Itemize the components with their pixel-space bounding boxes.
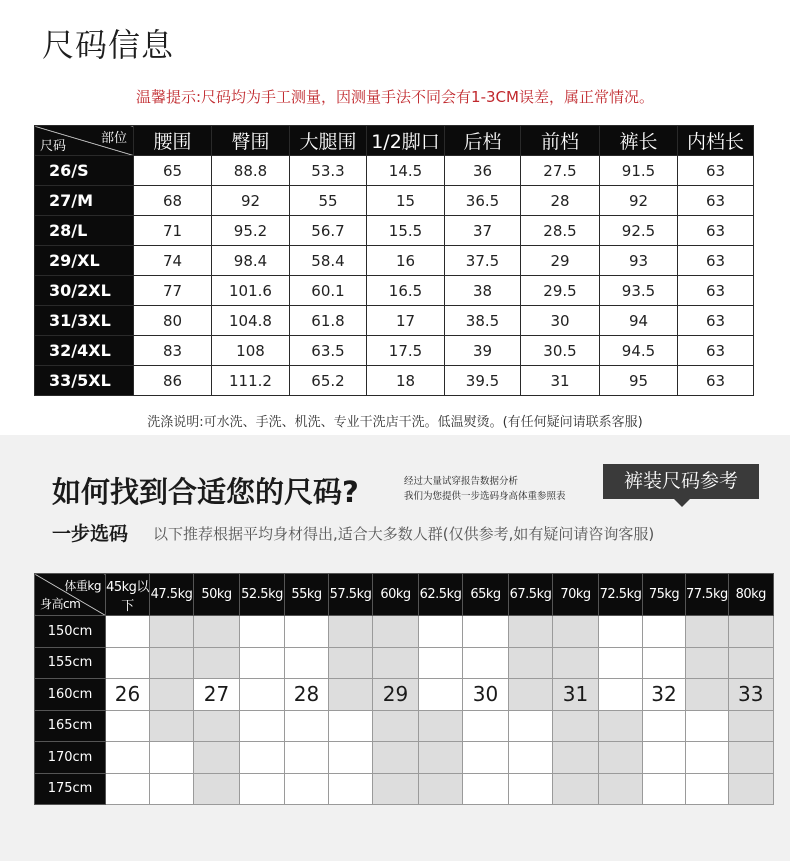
- size-label: 33/5XL: [35, 366, 134, 396]
- size-cell: 28.5: [521, 216, 600, 246]
- size-cell: 68: [134, 186, 212, 216]
- fit-cell: [285, 710, 329, 742]
- size-cell: 16: [367, 246, 445, 276]
- finder-subtitle-line1: 经过大量试穿报告数据分析: [404, 476, 519, 487]
- recommended-size-cell: 32: [643, 679, 686, 711]
- finder-title: 如何找到合适您的尺码?: [52, 475, 359, 509]
- fit-cell: [150, 773, 194, 805]
- corner-height-label: 身高cm: [40, 597, 81, 611]
- fit-cell: [553, 773, 599, 805]
- size-col-header: 前档: [521, 126, 600, 156]
- size-cell: 36.5: [445, 186, 521, 216]
- fit-cell: [419, 616, 463, 648]
- size-label: 30/2XL: [35, 276, 134, 306]
- fit-cell: [106, 647, 150, 679]
- fit-cell: [643, 742, 686, 774]
- fit-cell: [509, 647, 553, 679]
- size-cell: 80: [134, 306, 212, 336]
- fit-cell: [728, 742, 773, 774]
- fit-cell: [194, 616, 240, 648]
- fit-cell: [599, 710, 643, 742]
- height-label: 150cm: [35, 616, 106, 648]
- weight-col-header: 75kg: [643, 574, 686, 616]
- size-row: [35, 156, 754, 186]
- size-cell: 92: [212, 186, 290, 216]
- size-cell: 58.4: [290, 246, 367, 276]
- weight-col-header: 50kg: [194, 574, 240, 616]
- fit-cell: [285, 773, 329, 805]
- size-cell: 94.5: [600, 336, 678, 366]
- size-cell: 55: [290, 186, 367, 216]
- size-cell: 63: [678, 276, 754, 306]
- size-cell: 63.5: [290, 336, 367, 366]
- size-cell: 63: [678, 186, 754, 216]
- fit-cell: [150, 710, 194, 742]
- size-cell: 94: [600, 306, 678, 336]
- weight-col-header: 57.5kg: [329, 574, 373, 616]
- fit-cell: [106, 773, 150, 805]
- weight-col-header: 47.5kg: [150, 574, 194, 616]
- fit-cell: [329, 773, 373, 805]
- height-weight-table: [34, 573, 774, 805]
- recommended-size-cell: 31: [553, 679, 599, 711]
- corner-weight-label: 体重kg: [64, 579, 101, 593]
- size-cell: 111.2: [212, 366, 290, 396]
- height-row: [35, 710, 774, 742]
- fit-cell: [194, 742, 240, 774]
- fit-cell: [373, 773, 419, 805]
- fit-cell: [194, 773, 240, 805]
- size-cell: 39.5: [445, 366, 521, 396]
- size-col-header: 臀围: [212, 126, 290, 156]
- size-cell: 60.1: [290, 276, 367, 306]
- fit-cell: [373, 647, 419, 679]
- finder-subtitle: [404, 474, 566, 504]
- fit-cell: [463, 742, 509, 774]
- fit-cell: [599, 647, 643, 679]
- height-row: [35, 742, 774, 774]
- size-col-header: 内档长: [678, 126, 754, 156]
- size-cell: 65: [134, 156, 212, 186]
- recommended-size-cell: 28: [285, 679, 329, 711]
- size-cell: 108: [212, 336, 290, 366]
- size-cell: 17: [367, 306, 445, 336]
- size-cell: 95: [600, 366, 678, 396]
- size-cell: 15.5: [367, 216, 445, 246]
- fit-cell: [553, 647, 599, 679]
- fit-cell: [240, 773, 285, 805]
- height-label: 155cm: [35, 647, 106, 679]
- size-cell: 95.2: [212, 216, 290, 246]
- fit-cell: [150, 742, 194, 774]
- fit-cell: [285, 742, 329, 774]
- size-cell: 18: [367, 366, 445, 396]
- weight-col-header: 72.5kg: [599, 574, 643, 616]
- fit-cell: [509, 679, 553, 711]
- fit-cell: [553, 742, 599, 774]
- weight-col-header: 70kg: [553, 574, 599, 616]
- size-cell: 63: [678, 336, 754, 366]
- fit-cell: [686, 773, 729, 805]
- fit-cell: [643, 773, 686, 805]
- size-cell: 37.5: [445, 246, 521, 276]
- size-cell: 65.2: [290, 366, 367, 396]
- fit-cell: [373, 710, 419, 742]
- size-cell: 63: [678, 156, 754, 186]
- size-cell: 17.5: [367, 336, 445, 366]
- size-cell: 14.5: [367, 156, 445, 186]
- size-label: 31/3XL: [35, 306, 134, 336]
- recommended-size-cell: 33: [728, 679, 773, 711]
- size-cell: 71: [134, 216, 212, 246]
- fit-cell: [240, 742, 285, 774]
- fit-cell: [509, 710, 553, 742]
- fit-cell: [728, 647, 773, 679]
- fit-cell: [240, 679, 285, 711]
- size-row: [35, 216, 754, 246]
- fit-cell: [240, 710, 285, 742]
- fit-cell: [463, 616, 509, 648]
- size-col-header: 腰围: [134, 126, 212, 156]
- fit-cell: [419, 710, 463, 742]
- fit-cell: [106, 710, 150, 742]
- fit-cell: [686, 679, 729, 711]
- size-cell: 63: [678, 306, 754, 336]
- size-cell: 77: [134, 276, 212, 306]
- fit-cell: [240, 616, 285, 648]
- fit-cell: [463, 710, 509, 742]
- size-cell: 63: [678, 216, 754, 246]
- size-cell: 29: [521, 246, 600, 276]
- size-row: [35, 306, 754, 336]
- fit-cell: [329, 742, 373, 774]
- size-cell: 36: [445, 156, 521, 186]
- fit-cell: [329, 616, 373, 648]
- height-row: [35, 647, 774, 679]
- size-cell: 31: [521, 366, 600, 396]
- corner-size-label: 尺码: [40, 139, 67, 154]
- fit-cell: [419, 679, 463, 711]
- fit-cell: [686, 742, 729, 774]
- size-cell: 74: [134, 246, 212, 276]
- recommended-size-cell: 27: [194, 679, 240, 711]
- fit-cell: [686, 647, 729, 679]
- fit-cell: [419, 742, 463, 774]
- fit-cell: [686, 616, 729, 648]
- size-cell: 86: [134, 366, 212, 396]
- fit-cell: [150, 647, 194, 679]
- size-cell: 28: [521, 186, 600, 216]
- finder-subtitle-line2: 我们为您提供一步选码身高体重参照表: [404, 491, 566, 502]
- size-cell: 30: [521, 306, 600, 336]
- weight-col-header: 77.5kg: [686, 574, 729, 616]
- weight-col-header: 65kg: [463, 574, 509, 616]
- height-label: 165cm: [35, 710, 106, 742]
- one-step-description: 以下推荐根据平均身材得出,适合大多数人群(仅供参考,如有疑问请咨询客服): [153, 525, 655, 543]
- size-cell: 16.5: [367, 276, 445, 306]
- fit-table-header: [35, 574, 774, 616]
- badge-pointer: [674, 499, 690, 507]
- fit-cell: [373, 616, 419, 648]
- height-label: 170cm: [35, 742, 106, 774]
- fit-cell: [643, 647, 686, 679]
- size-col-header: 大腿围: [290, 126, 367, 156]
- fit-cell: [419, 647, 463, 679]
- fit-cell: [106, 742, 150, 774]
- height-row: [35, 679, 774, 711]
- fit-cell: [599, 616, 643, 648]
- weight-col-header: 62.5kg: [419, 574, 463, 616]
- size-label: 28/L: [35, 216, 134, 246]
- fit-cell: [553, 710, 599, 742]
- fit-cell: [728, 710, 773, 742]
- fit-cell: [285, 616, 329, 648]
- fit-cell: [599, 773, 643, 805]
- size-cell: 91.5: [600, 156, 678, 186]
- size-cell: 61.8: [290, 306, 367, 336]
- fit-cell: [509, 616, 553, 648]
- fit-cell: [463, 773, 509, 805]
- fit-cell: [686, 710, 729, 742]
- size-col-header: 后档: [445, 126, 521, 156]
- size-cell: 92: [600, 186, 678, 216]
- size-cell: 63: [678, 366, 754, 396]
- fit-cell: [194, 710, 240, 742]
- size-table-header: [35, 126, 754, 156]
- size-cell: 37: [445, 216, 521, 246]
- fit-cell: [194, 647, 240, 679]
- weight-col-header: 52.5kg: [240, 574, 285, 616]
- size-row: [35, 336, 754, 366]
- size-label: 27/M: [35, 186, 134, 216]
- size-label: 32/4XL: [35, 336, 134, 366]
- size-cell: 63: [678, 246, 754, 276]
- size-label: 26/S: [35, 156, 134, 186]
- fit-cell: [150, 679, 194, 711]
- size-cell: 56.7: [290, 216, 367, 246]
- fit-cell: [329, 710, 373, 742]
- fit-cell: [643, 710, 686, 742]
- size-cell: 92.5: [600, 216, 678, 246]
- size-cell: 53.3: [290, 156, 367, 186]
- weight-col-header: 67.5kg: [509, 574, 553, 616]
- size-cell: 93.5: [600, 276, 678, 306]
- fit-cell: [599, 679, 643, 711]
- recommended-size-cell: 29: [373, 679, 419, 711]
- size-row: [35, 246, 754, 276]
- fit-cell: [329, 647, 373, 679]
- weight-col-header: 55kg: [285, 574, 329, 616]
- fit-cell: [285, 647, 329, 679]
- fit-cell: [509, 773, 553, 805]
- size-cell: 83: [134, 336, 212, 366]
- size-cell: 39: [445, 336, 521, 366]
- fit-cell: [106, 616, 150, 648]
- size-col-header: 1/2脚口: [367, 126, 445, 156]
- size-row: [35, 366, 754, 396]
- size-cell: 101.6: [212, 276, 290, 306]
- corner-part-label: 部位: [100, 131, 127, 146]
- height-label: 175cm: [35, 773, 106, 805]
- fit-cell: [553, 616, 599, 648]
- height-row: [35, 616, 774, 648]
- page-title: 尺码信息: [42, 26, 175, 64]
- size-table: [34, 125, 754, 396]
- size-cell: 38: [445, 276, 521, 306]
- fit-cell: [509, 742, 553, 774]
- size-cell: 15: [367, 186, 445, 216]
- pants-size-reference-badge: 裤装尺码参考: [603, 464, 759, 499]
- fit-cell: [599, 742, 643, 774]
- fit-table-corner: [35, 574, 106, 616]
- size-cell: 30.5: [521, 336, 600, 366]
- weight-col-header: 80kg: [728, 574, 773, 616]
- size-row: [35, 186, 754, 216]
- measurement-notice: 温馨提示:尺码均为手工测量，因测量手法不同会有1-3CM误差，属正常情况。: [136, 88, 654, 106]
- recommended-size-cell: 30: [463, 679, 509, 711]
- size-cell: 29.5: [521, 276, 600, 306]
- size-label: 29/XL: [35, 246, 134, 276]
- fit-cell: [373, 742, 419, 774]
- fit-cell: [463, 647, 509, 679]
- weight-col-header: 60kg: [373, 574, 419, 616]
- recommended-size-cell: 26: [106, 679, 150, 711]
- size-cell: 104.8: [212, 306, 290, 336]
- size-cell: 38.5: [445, 306, 521, 336]
- size-cell: 93: [600, 246, 678, 276]
- size-col-header: 裤长: [600, 126, 678, 156]
- height-row: [35, 773, 774, 805]
- wash-instructions: 洗涤说明:可水洗、手洗、机洗、专业干洗店干洗。低温熨烫。(有任何疑问请联系客服): [147, 415, 643, 430]
- size-row: [35, 276, 754, 306]
- fit-cell: [643, 616, 686, 648]
- fit-cell: [419, 773, 463, 805]
- one-step-label: 一步选码: [52, 523, 129, 545]
- size-cell: 27.5: [521, 156, 600, 186]
- fit-cell: [728, 616, 773, 648]
- weight-col-header: 45kg以下: [106, 574, 150, 616]
- height-label: 160cm: [35, 679, 106, 711]
- size-cell: 98.4: [212, 246, 290, 276]
- fit-cell: [150, 616, 194, 648]
- fit-cell: [240, 647, 285, 679]
- fit-cell: [728, 773, 773, 805]
- size-cell: 88.8: [212, 156, 290, 186]
- fit-cell: [329, 679, 373, 711]
- size-table-corner: [35, 126, 134, 156]
